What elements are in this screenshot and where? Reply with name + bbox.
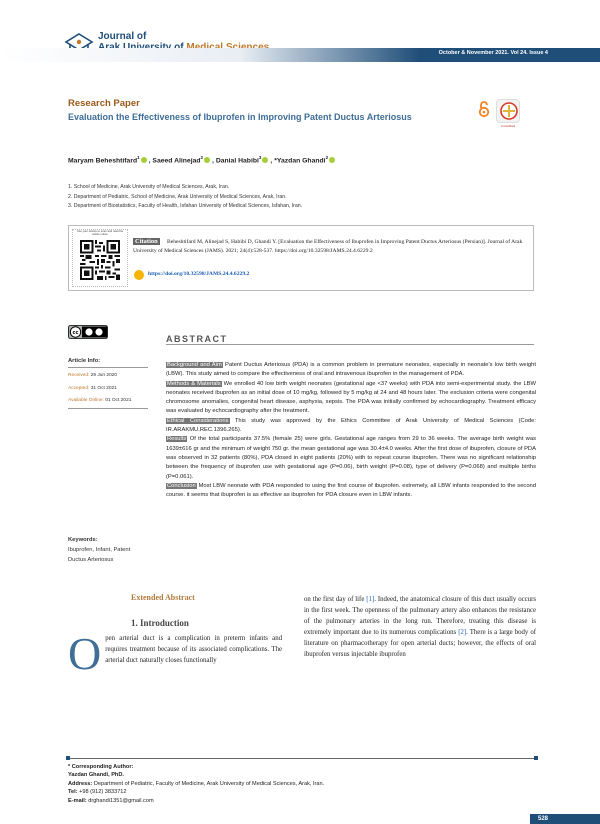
body-column-left: Open arterial duct is a complication in preterm infants and requires treatment because of its associated complications. The arterial duct naturally closes functionally bbox=[68, 628, 282, 679]
crossmark-icon[interactable] bbox=[496, 99, 520, 123]
section-tag: Background and Aim bbox=[167, 362, 222, 368]
reference-link[interactable]: [2] bbox=[458, 629, 467, 636]
received-date: Received: 29 Jun 2020 bbox=[68, 373, 118, 378]
open-access-icon[interactable] bbox=[478, 100, 490, 118]
issue-info: October & November 2021. Vol 24. Issue 4 bbox=[438, 50, 548, 56]
svg-text:cc: cc bbox=[72, 330, 79, 336]
abstract-divider bbox=[166, 344, 534, 345]
footnote-title: * Corresponding Author: bbox=[68, 764, 134, 770]
paper-title: Evaluation the Effectiveness of Ibuprofen in Improving Patent Ductus Arteriosus bbox=[68, 112, 412, 122]
doi-link[interactable]: https://doi.org/10.32598/JAMS.24.4.6229.2 bbox=[148, 271, 250, 277]
citation-label: Citation bbox=[135, 238, 158, 245]
section-tag: Ethical Considerations bbox=[167, 417, 229, 424]
keywords-title: Keywords: bbox=[68, 537, 98, 543]
abstract-methods: Methods & Materials We enrolled 40 low birth weight neonates (gestational age <37 weeks) with PDA into semi-experimental study. the LBW neonates received ibuprofen as an initial dose of 10 mg/kg, followed by 5 mg/kg at 24 and 48 hours later. The exclusion criteria were congenital chromosome anomalies, congenital heart disease, asphyxia, sepsis. The PDA was initially confirmed by echocardiography. Treatment efficacy was evaluated by echocardiography after the treatment. bbox=[166, 380, 536, 415]
orcid-icon[interactable] bbox=[329, 157, 335, 163]
email-link[interactable]: drghandi1351@gmail.com bbox=[88, 797, 154, 804]
journal-name-line1: Journal of bbox=[98, 31, 147, 42]
divider bbox=[68, 367, 148, 368]
tel-line: Tel: +98 (912) 3833712 bbox=[68, 789, 127, 796]
abstract-body bbox=[166, 361, 536, 500]
orcid-icon[interactable] bbox=[141, 157, 147, 163]
page-number: 528 bbox=[538, 816, 549, 822]
section-tag: Methods & Materials bbox=[167, 380, 221, 387]
affiliations bbox=[68, 183, 302, 212]
section-tag: Conclusion bbox=[167, 482, 196, 489]
article-info-title: Article Info: bbox=[68, 358, 101, 364]
orcid-icon[interactable] bbox=[204, 157, 210, 163]
drop-cap: O bbox=[68, 628, 102, 679]
abstract-results: Results Of the total participants 37.5% (female 25) were girls. Gestational age ranges from 29 to 36 weeks. The average birth weight was 1639±616 gr and the minimum of weight 750 gr. the mean gestational age was 30.4±4.0 weeks. After the first dose of ibuprofen, closure of PDA was observed in 32 patients (80%), PDA closed in eight patients (20%) with to repeat course ibuprofen. There was no significant relationship between the frequency of ibuprofen use with gestational age (P=0.06), birth weight (P=0.08), type of delivery (P=0.068) and multiple births (P=0.061). bbox=[166, 436, 536, 480]
footnote-divider bbox=[68, 758, 538, 759]
section-tag: Results bbox=[167, 436, 187, 443]
reference-link[interactable]: [1] bbox=[366, 596, 375, 603]
keywords-text: Ibuprofen, Infant, Patent Ductus Arteriosus bbox=[68, 547, 131, 563]
accepted-date: Accepted: 31 Oct 2021 bbox=[68, 386, 117, 391]
abstract-heading: ABSTRACT bbox=[166, 334, 228, 344]
divider-marker bbox=[66, 756, 70, 760]
affiliation: 2. Department of Pediatric, School of Medicine, Arak University of Medical Sciences, Arak, Iran. bbox=[68, 193, 287, 200]
qr-note: Use your device to scan and read the article online bbox=[76, 229, 124, 237]
abstract-ethics: Ethical Considerations This study was approved by the Ethics Committee of Arak University of Medical Sciences (Code: IR.ARAKMU.REC.1396.265). bbox=[166, 417, 536, 434]
journal-header bbox=[0, 0, 600, 70]
affiliation: 3. Department of Biostatistics, Faculty of Health, Isfahan University of Medical Sciences, Isfahan, Iran. bbox=[68, 203, 303, 209]
paper-type: Research Paper bbox=[68, 98, 140, 109]
introduction-title: 1. Introduction bbox=[131, 618, 189, 628]
qr-code-icon[interactable] bbox=[80, 240, 120, 280]
author-list: Maryam Beheshtifard$^1$ , Saeed Alinejad$^2$ , Danial Habibi$^3$ , *Yazdan Ghandi$^2$ bbox=[68, 155, 337, 164]
author-name[interactable]: Saeed Alinejad bbox=[152, 157, 201, 165]
body-column-right: on the first day of life [1]. Indeed, the anatomical closure of this duct usually occurs in the first week. The openness of the pulmonary artery also enhances the resistance of the pulmonary arteries in the long run. Therefore, treating this disease is extremely important due to its numerous complications [2]. There is a large body of literature on pharmacotherapy for open arterial ducts; however, the effects of oral ibuprofen versus injectable ibuprofen bbox=[304, 596, 536, 658]
address-line: Address: Department of Pediatric, Faculty of Medicine, Arak University of Medical Sciences, Arak, Iran. bbox=[68, 780, 325, 787]
doi-icon bbox=[134, 270, 144, 280]
corresponding-author bbox=[68, 763, 324, 805]
divider bbox=[68, 408, 148, 409]
author-name[interactable]: Danial Habibi bbox=[215, 157, 259, 165]
abstract-background: Background and Aim Patent Ductus Arteriosus (PDA) is a common problem in premature neonates, especially in neonate's low birth weight (LBW). This study aimed to compare the effectiveness of oral and intravenous ibuprofen in the management of PDA. bbox=[166, 362, 536, 378]
citation-text: Beheshtifard M, Alinejad S, Habibi D, Ghandi Y. [Evaluation the Effectiveness of Ibuprofen in Improving Patent Ductus Arteriosus (Persian)]. Journal of Arak University of Medical Sciences (JAMS). 2021; 24(4):528-537. https://doi.org/10.32598/JAMS.24.4.6229.2 bbox=[133, 239, 523, 254]
orcid-icon[interactable] bbox=[262, 157, 268, 163]
affiliation: 1. School of Medicine, Arak University of Medical Sciences, Arak, Iran. bbox=[68, 184, 230, 190]
online-date: Available Online: 01 Oct 2021 bbox=[68, 398, 132, 403]
extended-abstract-title: Extended Abstract bbox=[131, 593, 195, 602]
citation-box bbox=[68, 225, 534, 291]
author-name: Yazdan Ghandi, PhD. bbox=[68, 772, 124, 779]
author-name[interactable]: Maryam Beheshtifard bbox=[68, 157, 138, 165]
cc-license-icon[interactable] bbox=[68, 325, 108, 339]
divider-marker bbox=[534, 756, 538, 760]
email-line: E-mail: drghandi1351@gmail.com bbox=[68, 797, 154, 804]
author-name[interactable]: *Yazdan Ghandi bbox=[274, 157, 326, 165]
abstract-conclusion: Conclusion Most LBW neonate with PDA responded to using the first course of ibuprofen. extremely, all LBW infants responded to the second course. it seems that ibuprofen is as effective as ibuprofen for PDA closure even in LBW infants. bbox=[166, 482, 536, 499]
crossmark-label: CrossMark bbox=[500, 124, 516, 128]
